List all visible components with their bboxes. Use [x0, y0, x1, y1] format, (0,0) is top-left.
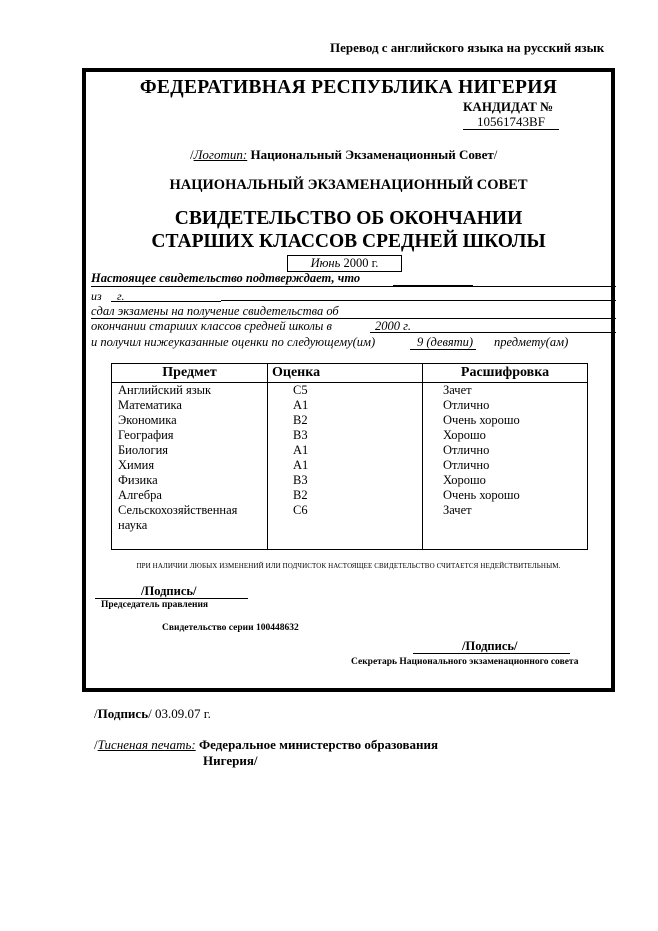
certificate-title-line1: СВИДЕТЕЛЬСТВО ОБ ОКОНЧАНИИ — [174, 208, 523, 229]
logo-line: /Логотип: Национальный Экзаменационный Совет/ — [190, 147, 498, 162]
candidate-label: КАНДИДАТ № — [463, 99, 554, 114]
grade-cell: C6 — [293, 503, 308, 517]
grade-cell: B2 — [293, 488, 308, 502]
grades-line-prefix: и получил нижеуказанные оценки по следующему(им) — [91, 335, 376, 349]
passed-year-underline — [370, 332, 616, 333]
passed-line1: сдал экзамены на получение свидетельства об — [91, 304, 339, 318]
meaning-cell: Отлично — [443, 398, 490, 412]
subject-cell: Экономика — [118, 413, 177, 427]
city-line — [111, 301, 221, 302]
session-year: 2000 г. — [343, 256, 379, 270]
certificate-series: Свидетельство серии 100448632 — [162, 623, 299, 633]
header-subject: Предмет — [112, 364, 268, 383]
secretary-title: Секретарь Национального экзаменационного совета — [351, 657, 579, 667]
footer-signature: /Подпись/ 03.09.07 г. — [94, 706, 211, 721]
stamp-line1: Федеральное министерство образования — [198, 737, 439, 752]
meaning-cell: Хорошо — [443, 473, 486, 487]
meaning-cell: Отлично — [443, 458, 490, 472]
header-grade: Оценка — [268, 364, 423, 383]
subject-cell: Физика — [118, 473, 158, 487]
subject-cell: Химия — [118, 458, 155, 472]
meaning-cell: Отлично — [443, 443, 490, 457]
grade-cell: A1 — [293, 398, 309, 412]
meaning-cell: Зачет — [443, 383, 472, 397]
grades-count: 9 (девяти) — [417, 335, 474, 349]
chair-signature-line — [95, 598, 248, 599]
grades-table — [111, 363, 588, 550]
grades-header-row — [112, 364, 588, 383]
logo-label: Логотип: — [193, 147, 248, 162]
certificate-title-line2: СТАРШИХ КЛАССОВ СРЕДНЕЙ ШКОЛЫ — [151, 231, 546, 252]
meaning-cell: Очень хорошо — [443, 413, 520, 427]
grade-cell: B3 — [293, 473, 308, 487]
meaning-cell: Очень хорошо — [443, 488, 520, 502]
certify-text: Настоящее свидетельство подтверждает, что — [91, 271, 361, 285]
translation-note: Перевод с английского языка на русский язык — [330, 40, 605, 55]
footer-signature-date: 03.09.07 г. — [154, 706, 211, 721]
grade-cell: B2 — [293, 413, 308, 427]
meanings-column — [423, 383, 588, 550]
stamp-label: Тисненая печать: — [97, 737, 196, 752]
country-title: ФЕДЕРАТИВНАЯ РЕСПУБЛИКА НИГЕРИЯ — [139, 77, 558, 98]
meaning-cell: Хорошо — [443, 428, 486, 442]
stamp-line2: Нигерия/ — [203, 753, 258, 768]
grades-line-suffix: предмету(ам) — [494, 335, 569, 349]
from-label: из — [91, 289, 102, 303]
city-label: г. — [117, 289, 125, 303]
stamp-line: /Тисненая печать: Федеральное министерство образования — [94, 737, 439, 752]
subject-cell: География — [118, 428, 174, 442]
passed-line2: окончании старших классов средней школы в — [91, 319, 332, 333]
meaning-cell: Зачет — [443, 503, 472, 517]
candidate-number: 10561743BF — [463, 115, 559, 130]
name-line — [91, 286, 616, 287]
session-box — [287, 255, 402, 272]
secretary-signature-line — [413, 653, 570, 654]
grade-cell: B3 — [293, 428, 308, 442]
header-meaning: Расшифровка — [423, 364, 588, 383]
subject-cell: Биология — [118, 443, 169, 457]
grade-cell: A1 — [293, 443, 309, 457]
school-line — [221, 300, 616, 301]
subjects-column — [112, 383, 268, 550]
grade-cell: A1 — [293, 458, 309, 472]
chair-signature: /Подпись/ — [141, 584, 197, 598]
logo-text: Национальный Экзаменационный Совет — [250, 147, 494, 162]
invalidity-warning: ПРИ НАЛИЧИИ ЛЮБЫХ ИЗМЕНЕНИЙ ИЛИ ПОДЧИСТОК НАСТОЯЩЕЕ СВИДЕТЕЛЬСТВО СЧИТАЕТСЯ НЕДЕЙСТВИТЕЛЬНЫМ. — [136, 562, 561, 570]
subject-cell: Алгебра — [118, 488, 162, 502]
grades-count-underline — [410, 349, 476, 350]
chair-title: Председатель правления — [101, 600, 209, 610]
secretary-signature: /Подпись/ — [462, 639, 518, 653]
subject-cell: Английский язык — [118, 383, 212, 397]
passed-year: 2000 г. — [375, 319, 411, 333]
table-body-row — [112, 383, 588, 550]
footer-signature-label: Подпись — [97, 706, 149, 721]
subject-cell: Математика — [118, 398, 182, 412]
subject-cell: Сельскохозяйственная наука — [118, 503, 238, 532]
council-name: НАЦИОНАЛЬНЫЙ ЭКЗАМЕНАЦИОННЫЙ СОВЕТ — [169, 177, 528, 193]
session-month: Июнь — [310, 256, 341, 270]
grades-column — [268, 383, 423, 550]
grade-cell: C5 — [293, 383, 308, 397]
